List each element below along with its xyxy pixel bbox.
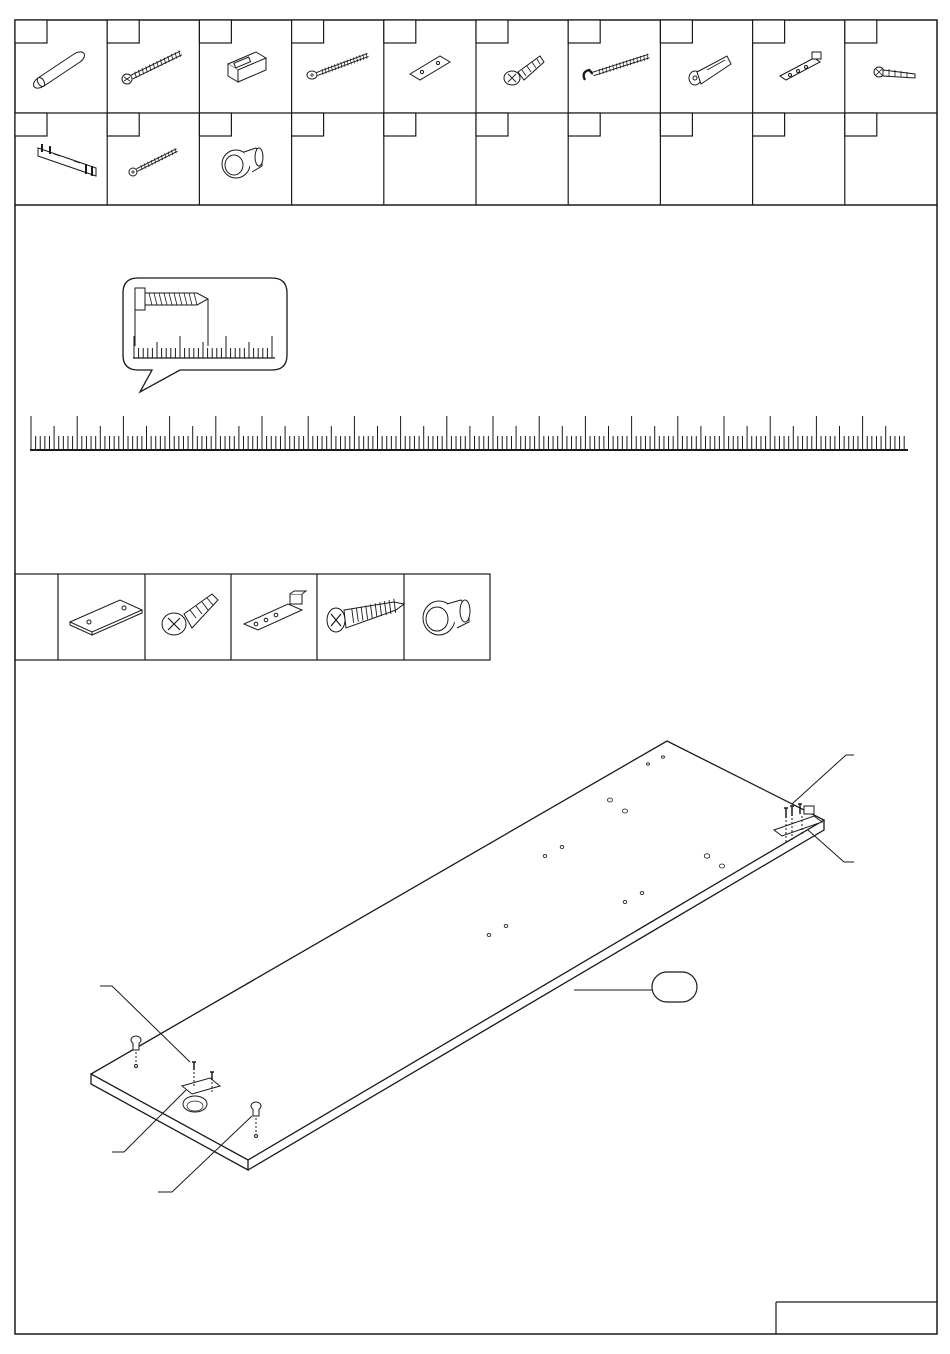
part-number-tab <box>199 113 231 136</box>
long-cam-screw-icon <box>122 51 181 84</box>
step-bracket-icon <box>244 591 306 630</box>
flat-plate-icon <box>410 56 450 80</box>
panel-assembly-icon <box>91 741 854 1192</box>
screw-measure-callout <box>123 278 287 392</box>
part-number-tab <box>199 20 231 43</box>
part-number-tab <box>845 20 877 43</box>
part-number-tab <box>568 20 600 43</box>
step-knob-icon <box>423 600 470 635</box>
part-number-tab <box>107 20 139 43</box>
part-number-tab <box>15 20 47 43</box>
drawer-runner-icon <box>38 144 96 176</box>
short-screw-icon <box>504 56 544 85</box>
part-number-tab <box>107 113 139 136</box>
part-number-tab <box>476 113 508 136</box>
part-number-tab <box>476 20 508 43</box>
wood-screw-icon <box>307 53 368 79</box>
part-number-tab <box>568 113 600 136</box>
hinge-bracket-icon <box>780 52 821 80</box>
step-screw-icon <box>162 594 218 635</box>
part-number-tab <box>15 113 47 136</box>
wall-plug-icon <box>689 56 731 85</box>
hook-screw-icon <box>584 54 649 80</box>
dowel-icon <box>34 52 85 88</box>
part-number-tab <box>384 113 416 136</box>
page-number-box <box>776 1302 937 1334</box>
short-screw-small-icon <box>874 67 915 78</box>
part-number-tab <box>384 20 416 43</box>
shelf-clip-icon <box>228 52 266 82</box>
ruler-icon <box>30 416 908 450</box>
step-long-screw-icon <box>327 599 404 632</box>
knob-icon <box>222 148 263 178</box>
part-number-tab <box>845 113 877 136</box>
panel-label-oval <box>652 972 697 1002</box>
part-number-tab <box>292 113 324 136</box>
step-parts-table <box>15 574 490 660</box>
page-frame <box>15 20 937 1334</box>
parts-grid <box>15 20 937 205</box>
part-number-tab <box>753 113 785 136</box>
part-number-tab <box>660 20 692 43</box>
step-flat-plate-icon <box>70 600 142 635</box>
part-number-tab <box>753 20 785 43</box>
part-number-tab <box>292 20 324 43</box>
long-thin-screw-icon <box>129 148 177 176</box>
part-number-tab <box>660 113 692 136</box>
